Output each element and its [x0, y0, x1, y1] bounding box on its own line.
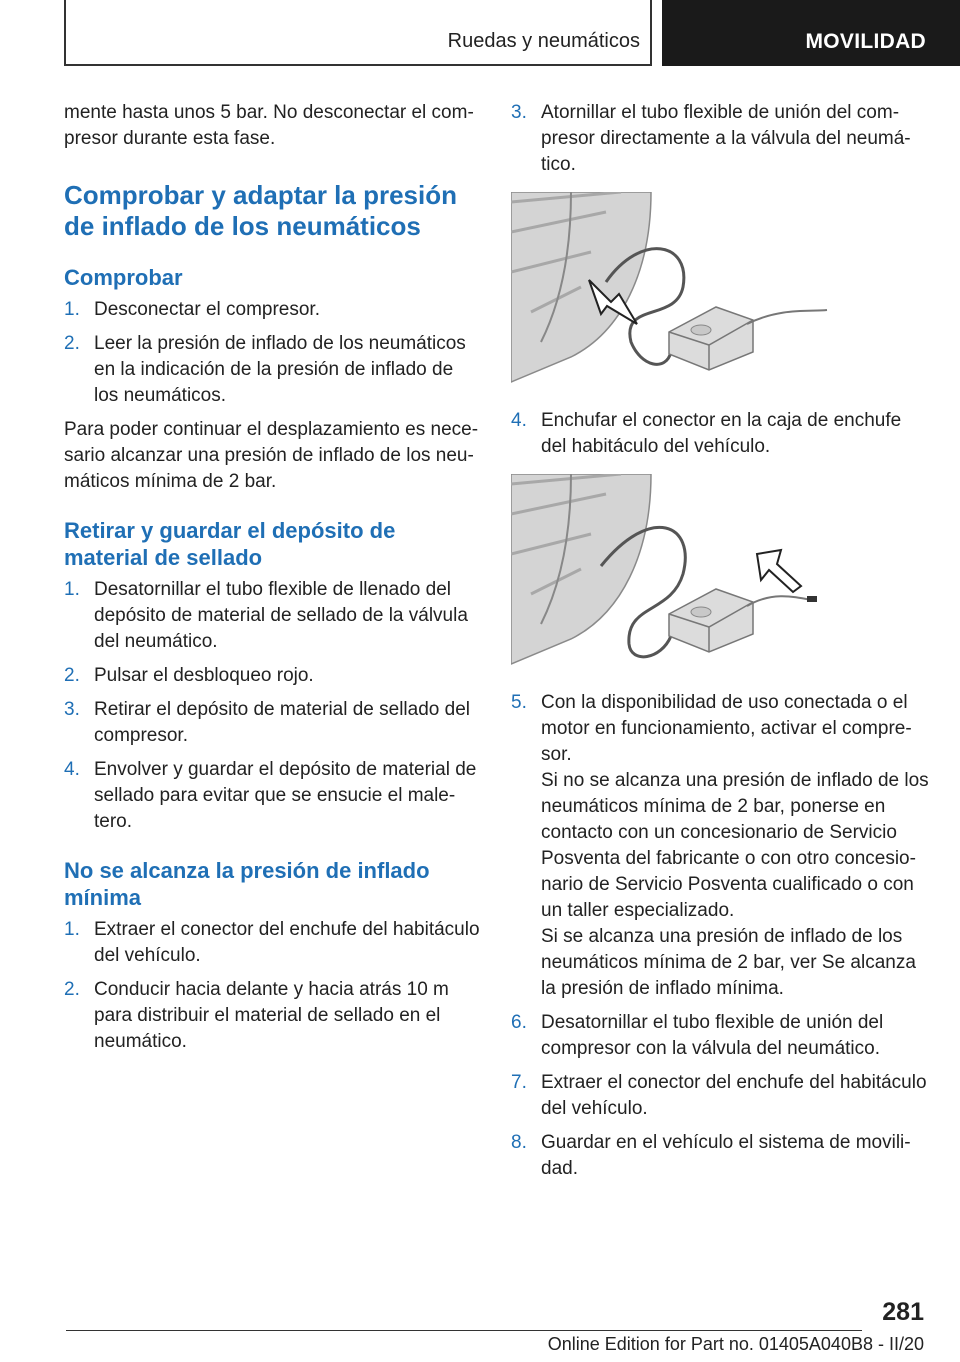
step-number: 3.: [64, 699, 80, 720]
illustration-plug-to-socket: [511, 474, 829, 670]
header-rule: [66, 64, 652, 66]
header-divider-right: [650, 0, 652, 66]
subheading-remove: Retirar y guardar el depósito de material de sellado: [64, 518, 396, 570]
step-text: Desatornillar el tubo flexible de unión del compresor con la válvula del neumático.: [541, 1012, 884, 1059]
step-text: Leer la presión de inflado de los neumáticos en la indicación de la presión de inflado de los neumáticos.: [94, 333, 466, 406]
step-item: [64, 697, 482, 749]
step-text: Desatornillar el tubo flexible de llenado del depósito de material de sellado de la válvula del neumático.: [94, 579, 468, 652]
step-text: Pulsar el desbloqueo rojo.: [94, 665, 314, 686]
step-item: [64, 977, 482, 1055]
step-number: 5.: [511, 692, 527, 713]
step-text: Extraer el conector del enchufe del habitáculo del vehículo.: [94, 919, 480, 966]
step-item: [64, 297, 482, 323]
footer-rule: [66, 1330, 862, 1331]
subheading-check: Comprobar: [64, 265, 183, 290]
section-heading: Comprobar y adaptar la presión de inflado de los neumáticos: [64, 180, 457, 241]
check-note: Para poder continuar el desplazamiento es nece‐ sario alcanzar una presión de inflado de los neu‐ máticos mínima de 2 bar.: [64, 419, 479, 492]
tire-compressor-plug-illustration: [511, 474, 829, 670]
step-note: Si se alcanza una presión de inflado de los neumáticos mínima de 2 bar, ver Se alcanza la presión de inflado mínima.: [541, 926, 916, 999]
step-number: 7.: [511, 1072, 527, 1093]
step-item: [511, 690, 929, 1002]
step-item: [64, 331, 482, 409]
step-text: Enchufar el conector en la caja de enchufe del habitáculo del vehículo.: [541, 410, 902, 457]
step-text: Con la disponibilidad de uso conectada o el motor en funcionamiento, activar el compre‐ sor.: [541, 692, 912, 765]
header-divider-left: [64, 0, 66, 66]
step-number: 1.: [64, 299, 80, 320]
step-body: [541, 690, 929, 1002]
header-chapter-tab: MOVILIDAD: [662, 0, 960, 66]
step-number: 3.: [511, 102, 527, 123]
step-number: 1.: [64, 579, 80, 600]
subheading-minimum: No se alcanza la presión de inflado mínima: [64, 858, 430, 910]
step-text: Conducir hacia delante y hacia atrás 10 m para distribuir el material de sellado en el neumático.: [94, 979, 449, 1052]
step-number: 2.: [64, 979, 80, 1000]
step-text: Envolver y guardar el depósito de material de sellado para evitar que se ensucie el male‐ tero.: [94, 759, 477, 832]
step-number: 6.: [511, 1012, 527, 1033]
step-number: 8.: [511, 1132, 527, 1153]
step-text: Guardar en el vehículo el sistema de movili‐ dad.: [541, 1132, 911, 1179]
step-number: 2.: [64, 665, 80, 686]
step-item: [511, 1130, 929, 1182]
step-item: [511, 100, 929, 178]
intro-paragraph: mente hasta unos 5 bar. No desconectar el com‐ presor durante esta fase.: [64, 102, 474, 149]
step-note: Si no se alcanza una presión de inflado de los neumáticos mínima de 2 bar, ponerse en contacto con un concesionario de Servicio Posventa del fabricante o con otro concesio‐ nario de Servicio Posventa cualificado o con un taller especializado.: [541, 770, 929, 921]
step-text: Desconectar el compresor.: [94, 299, 320, 320]
step-text: Retirar el depósito de material de sellado del compresor.: [94, 699, 470, 746]
right-column: [511, 100, 929, 1190]
step-item: [511, 1070, 929, 1122]
step-text: Atornillar el tubo flexible de unión del com‐ presor directamente a la válvula del neumá‐ tico.: [541, 102, 911, 175]
step-item: [511, 408, 929, 460]
step-item: [511, 1010, 929, 1062]
illustration-hose-to-valve: [511, 192, 829, 388]
step-item: [64, 757, 482, 835]
footer-edition: Online Edition for Part no. 01405A040B8 - II/20: [547, 1334, 924, 1354]
step-item: [64, 577, 482, 655]
step-number: 2.: [64, 333, 80, 354]
left-column: [64, 100, 482, 1063]
page-number: 281: [882, 1298, 924, 1326]
step-number: 1.: [64, 919, 80, 940]
step-item: [64, 917, 482, 969]
step-number: 4.: [64, 759, 80, 780]
step-item: [64, 663, 482, 689]
step-text: Extraer el conector del enchufe del habitáculo del vehículo.: [541, 1072, 927, 1119]
header-section-title: Ruedas y neumáticos: [447, 30, 640, 52]
tire-compressor-illustration: [511, 192, 829, 388]
step-number: 4.: [511, 410, 527, 431]
